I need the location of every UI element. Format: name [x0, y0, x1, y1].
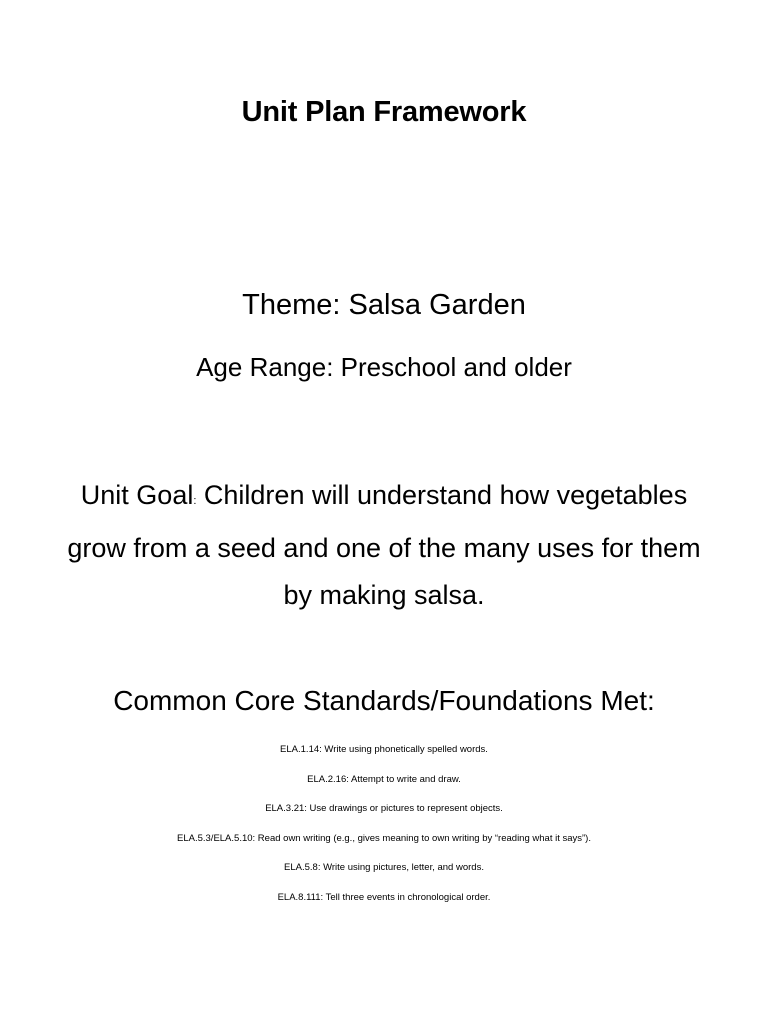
unit-goal-paragraph [60, 472, 708, 619]
standards-heading: Common Core Standards/Foundations Met: [113, 685, 655, 716]
unit-goal-colon: : [193, 495, 197, 507]
document-title: Unit Plan Framework [241, 96, 527, 128]
standard-item: ELA.5.8: Write using pictures, letter, and words. [284, 862, 484, 873]
standard-item: ELA.2.16: Attempt to write and draw. [307, 773, 461, 785]
unit-goal-text: Children will understand how vegetables grow from a seed and one of the many uses for them by making salsa. [67, 480, 701, 610]
standard-item: ELA.3.21: Use drawings or pictures to represent objects. [265, 803, 503, 814]
standards-list [0, 744, 768, 921]
standard-item: ELA.8.111: Tell three events in chronological order. [277, 891, 491, 903]
theme-line: Theme: Salsa Garden [242, 289, 526, 321]
unit-goal-label: Unit Goal [80, 480, 194, 510]
standard-item: ELA.5.3/ELA.5.10: Read own writing (e.g., gives meaning to own writing by “reading what it says”). [177, 832, 591, 844]
standard-item: ELA.1.14: Write using phonetically spelled words. [280, 744, 488, 755]
age-range-line: Age Range: Preschool and older [196, 352, 572, 382]
